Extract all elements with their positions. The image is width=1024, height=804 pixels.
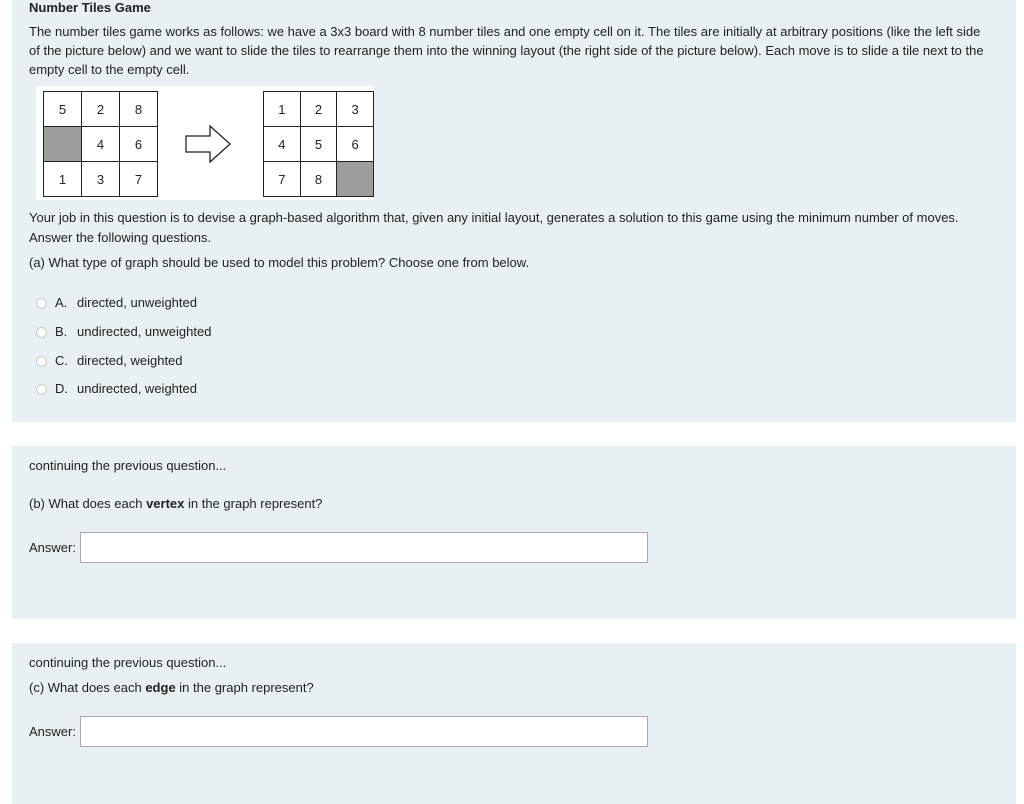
radio-icon[interactable]: [36, 298, 47, 309]
tile: 5: [300, 127, 337, 162]
question-a-text: (a) What type of graph should be used to model this problem? Choose one from below.: [29, 255, 530, 270]
question-panel-c: [12, 643, 1016, 804]
tiles-figure: [36, 86, 374, 200]
tile: 4: [264, 127, 301, 162]
tile: 7: [120, 162, 158, 197]
tile: 1: [264, 92, 301, 127]
question-panel-b: [12, 446, 1016, 619]
option-a[interactable]: [36, 294, 197, 312]
answer-input-c[interactable]: [80, 716, 648, 747]
question-text-prefix: (b) What does each: [29, 496, 147, 511]
question-panel-a: [12, 0, 1016, 422]
goal-board: [263, 91, 374, 197]
option-letter: D.: [55, 381, 68, 396]
tile: 1: [44, 162, 82, 197]
option-letter: B.: [55, 324, 68, 339]
problem-description: The number tiles game works as follows: we have a 3x3 board with 8 number tiles and one empty cell on it. The tiles are initially at arbitrary positions (like the left side of the picture below) and we want to slide the tiles to rearrange them into the winning layout (the right side of the picture below). Each move is to slide a tile next to the empty cell to the empty cell.: [29, 24, 984, 77]
tile: 3: [82, 162, 120, 197]
right-arrow-icon: [184, 124, 234, 164]
initial-board: [43, 91, 158, 197]
tile: 2: [82, 92, 120, 127]
tile: 8: [120, 92, 158, 127]
question-b-text: [29, 494, 322, 513]
tile: 7: [264, 162, 301, 197]
answer-label: Answer:: [29, 724, 76, 739]
option-c[interactable]: [36, 352, 183, 370]
tile: 6: [337, 127, 374, 162]
radio-icon[interactable]: [36, 384, 47, 395]
option-d[interactable]: [36, 380, 197, 398]
tile: 5: [44, 92, 82, 127]
option-label: directed, unweighted: [77, 295, 197, 310]
option-letter: A.: [55, 295, 68, 310]
tile: 6: [120, 127, 158, 162]
job-text: Your job in this question is to devise a graph-based algorithm that, given any initial layout, generates a solution to this game using the minimum number of moves.: [29, 210, 959, 225]
question-text-suffix: in the graph represent?: [184, 496, 323, 511]
continuing-text: continuing the previous question...: [29, 458, 227, 473]
tile: 8: [300, 162, 337, 197]
question-keyword: vertex: [146, 496, 185, 511]
option-b[interactable]: [36, 323, 211, 341]
answer-following-text: Answer the following questions.: [29, 230, 212, 245]
continuing-text: continuing the previous question...: [29, 655, 227, 670]
question-keyword: edge: [145, 680, 176, 695]
option-label: undirected, unweighted: [77, 324, 212, 339]
question-title: Number Tiles Game: [29, 0, 151, 15]
question-text-suffix: in the graph represent?: [175, 680, 314, 695]
tile: 2: [300, 92, 337, 127]
question-c-text: [29, 678, 314, 697]
option-letter: C.: [55, 353, 68, 368]
empty-cell: [44, 127, 82, 162]
option-label: undirected, weighted: [77, 381, 197, 396]
question-text-prefix: (c) What does each: [29, 680, 146, 695]
empty-cell: [337, 162, 374, 197]
tile: 3: [337, 92, 374, 127]
tile: 4: [82, 127, 120, 162]
option-label: directed, weighted: [77, 353, 183, 368]
radio-icon[interactable]: [36, 327, 47, 338]
answer-input-b[interactable]: [80, 532, 648, 563]
radio-icon[interactable]: [36, 356, 47, 367]
answer-label: Answer:: [29, 540, 76, 555]
